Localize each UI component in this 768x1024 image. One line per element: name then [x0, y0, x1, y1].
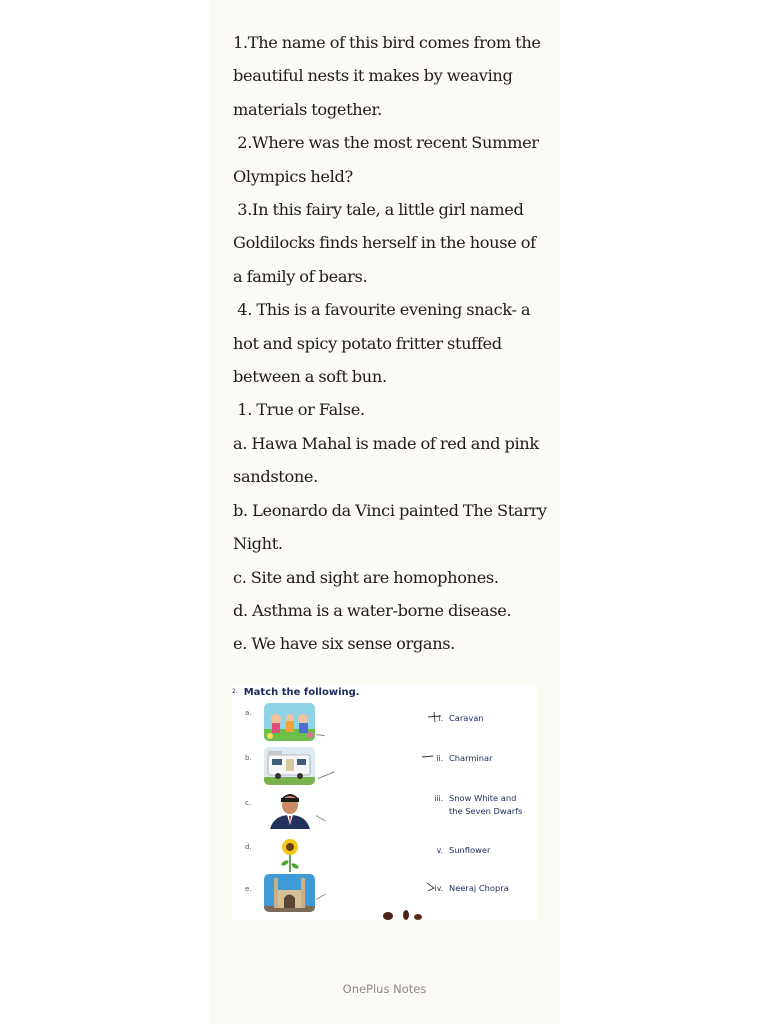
worksheet-letter: b. [245, 754, 252, 762]
option-sunflower [425, 844, 490, 857]
option-text: Neeraj Chopra [449, 883, 509, 893]
option-numeral: v. [436, 846, 443, 855]
athlete-image [264, 791, 315, 829]
note-line: 1.The name of this bird comes from the [233, 33, 541, 52]
note-line: beautiful nests it makes by weaving [233, 66, 513, 86]
pen-scribble-mark [421, 754, 435, 760]
note-line: between a soft bun. [233, 367, 387, 387]
match-line [318, 771, 335, 779]
fairy-tale-image [264, 703, 315, 741]
note-line: Goldilocks finds herself in the house of [233, 233, 536, 253]
option-numeral: ii. [436, 754, 443, 763]
note-line: b. Leonardo da Vinci painted The Starry [233, 500, 547, 520]
match-line [316, 894, 326, 900]
note-line: 4. This is a favourite evening snack- a [233, 300, 531, 320]
option-snow-white-continued [425, 805, 522, 818]
option-numeral: iii. [434, 794, 443, 803]
option-text: Caravan [449, 713, 484, 723]
note-line: hot and spicy potato fritter stuffed [233, 333, 502, 353]
option-numeral: i. [438, 714, 443, 723]
option-snow-white [425, 792, 516, 805]
option-numeral: iv. [434, 884, 443, 893]
note-line: sandstone. [233, 467, 318, 487]
note-line: Night. [233, 534, 283, 554]
note-line: e. We have six sense organs. [233, 634, 456, 654]
note-line: 1. True or False. [233, 400, 365, 420]
pen-scribble-mark [425, 881, 437, 893]
option-text: Snow White and [449, 793, 517, 803]
worksheet-title-text: Match the following. [243, 687, 360, 698]
match-line [316, 734, 325, 736]
caravan-image [264, 747, 315, 785]
note-line: a. Hawa Mahal is made of red and pink [233, 433, 539, 453]
note-line: d. Asthma is a water-borne disease. [233, 600, 512, 620]
option-text: the Seven Dwarfs [449, 806, 523, 816]
note-line: c. Site and sight are homophones. [233, 567, 499, 587]
option-neeraj-chopra [425, 882, 509, 895]
worksheet-title [232, 687, 360, 698]
note-page [209, 0, 560, 1024]
worksheet-number: 2. [232, 688, 238, 695]
worksheet-letter: c. [245, 799, 252, 807]
worksheet-letter: e. [245, 885, 252, 893]
note-line: materials together. [233, 99, 382, 119]
option-text: Charminar [449, 753, 493, 763]
note-line: 2.Where was the most recent Summer [233, 133, 539, 153]
match-line [316, 815, 326, 821]
ink-stain-mark [380, 909, 426, 920]
option-text: Sunflower [449, 845, 491, 855]
note-line: Olympics held? [233, 166, 353, 186]
note-line: 3.In this fairy tale, a little girl named [233, 200, 524, 220]
worksheet-letter: d. [245, 843, 252, 851]
pen-scribble-mark [427, 711, 443, 723]
option-charminar [425, 752, 493, 765]
note-line: a family of bears. [233, 266, 368, 286]
worksheet-photo[interactable] [232, 685, 537, 920]
app-footer-label: OnePlus Notes [342, 982, 427, 996]
worksheet-letter: a. [245, 709, 252, 717]
note-body[interactable] [233, 26, 547, 661]
sunflower-image [264, 836, 315, 874]
charminar-image [264, 874, 315, 912]
